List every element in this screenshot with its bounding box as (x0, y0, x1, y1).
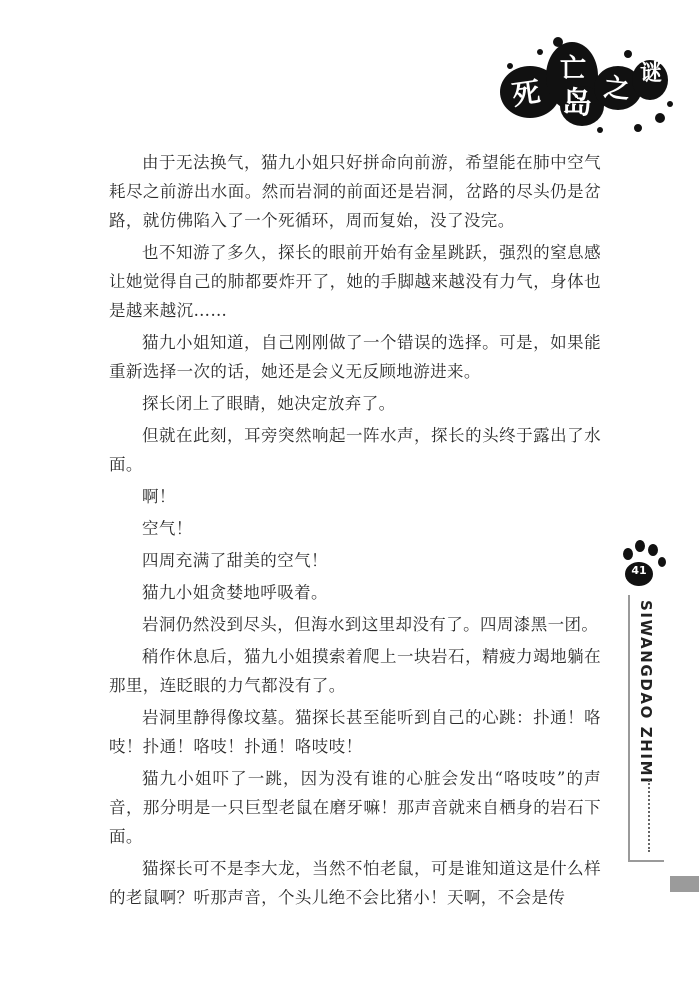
paragraph: 探长闭上了眼睛，她决定放弃了。 (142, 394, 396, 413)
book-title-logo (500, 30, 680, 140)
paragraph: 四周充满了甜美的空气！ (142, 551, 328, 570)
logo-char-1: 死 (510, 75, 543, 112)
page-number: 41 (631, 564, 647, 577)
logo-char-2: 亡 (560, 54, 587, 84)
logo-char-3: 岛 (562, 86, 592, 121)
logo-char-5: 谜 (640, 61, 663, 86)
paragraph: 但就在此刻，耳旁突然响起一阵水声，探长的头终于露出了水面。 (109, 426, 601, 474)
page-body-text (109, 148, 601, 915)
paragraph: 猫九小姐贪婪地呼吸着。 (142, 583, 328, 602)
paragraph: 啊！ (142, 487, 176, 506)
paragraph: 岩洞仍然没到尽头，但海水到这里却没有了。四周漆黑一团。 (142, 615, 599, 634)
paragraph: 猫探长可不是李大龙，当然不怕老鼠，可是谁知道这是什么样的老鼠啊？听那声音，个头儿绝不会比猪小！天啊，不会是传 (109, 859, 601, 907)
paragraph: 猫九小姐知道，自己刚刚做了一个错误的选择。可是，如果能重新选择一次的话，她还是会义无反顾地游进来。 (109, 333, 601, 381)
paragraph: 空气！ (142, 519, 193, 538)
side-tab-dotted-line (648, 780, 652, 852)
edge-marker (670, 876, 699, 892)
logo-char-4: 之 (602, 72, 632, 106)
paragraph: 猫九小姐吓了一跳，因为没有谁的心脏会发出“咯吱吱”的声音，那分明是一只巨型老鼠在磨牙嘛！那声音就来自栖身的岩石下面。 (109, 769, 601, 846)
paragraph: 由于无法换气，猫九小姐只好拼命向前游，希望能在肺中空气耗尽之前游出水面。然而岩洞的前面还是岩洞，岔路的尽头仍是岔路，就仿佛陷入了一个死循环，周而复始，没了没完。 (109, 153, 601, 230)
paw-icon (620, 538, 670, 588)
paragraph: 稍作休息后，猫九小姐摸索着爬上一块岩石，精疲力竭地躺在那里，连眨眼的力气都没有了。 (109, 647, 601, 695)
paragraph: 也不知游了多久，探长的眼前开始有金星跳跃，强烈的窒息感让她觉得自己的肺都要炸开了，她的手脚越来越没有力气，身体也是越来越沉…… (109, 243, 601, 320)
paragraph: 岩洞里静得像坟墓。猫探长甚至能听到自己的心跳：扑通！咯吱！扑通！咯吱！扑通！咯吱吱！ (109, 708, 601, 756)
side-tab-title: SIWANGDAO ZHIMI (637, 600, 655, 785)
